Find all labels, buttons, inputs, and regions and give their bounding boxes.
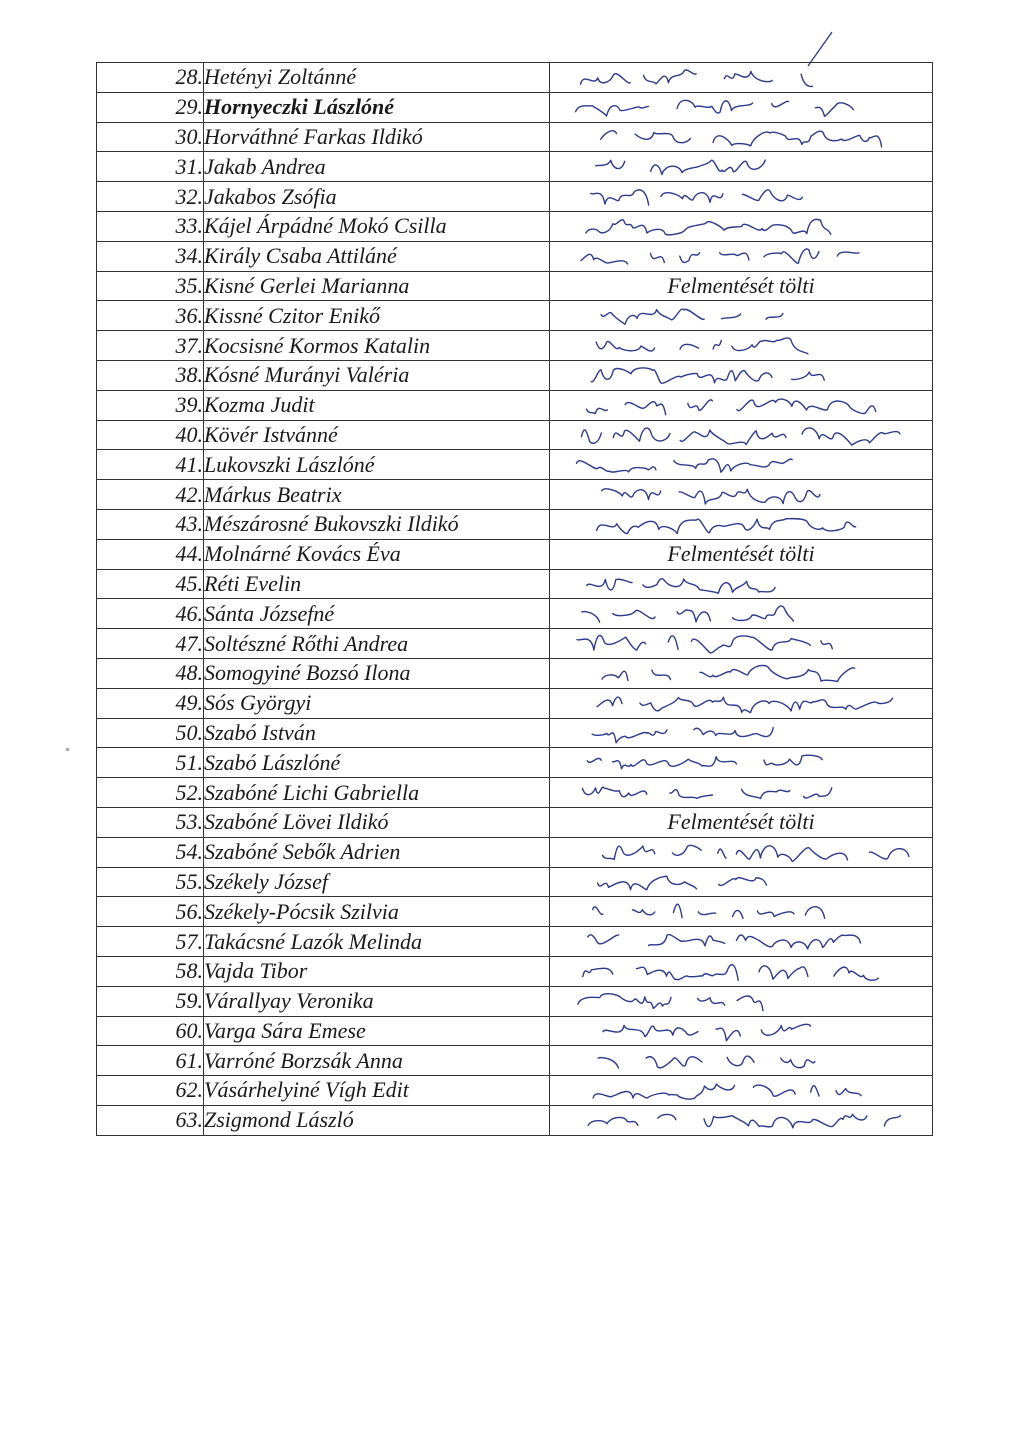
table-row bbox=[97, 539, 933, 569]
person-name: Kájel Árpádné Mokó Csilla bbox=[204, 211, 550, 241]
row-number: 37. bbox=[97, 331, 204, 361]
signature-cell bbox=[550, 897, 933, 927]
row-number: 28. bbox=[97, 63, 204, 93]
table-row bbox=[97, 390, 933, 420]
table-row bbox=[97, 718, 933, 748]
person-name: Mészárosné Bukovszki Ildikó bbox=[204, 509, 550, 539]
handwritten-signature bbox=[554, 152, 929, 181]
table-row bbox=[97, 629, 933, 659]
signature-cell bbox=[550, 390, 933, 420]
row-number: 59. bbox=[97, 986, 204, 1016]
signature-cell bbox=[550, 420, 933, 450]
person-name: Kósné Murányi Valéria bbox=[204, 360, 550, 390]
signature-cell bbox=[550, 1016, 933, 1046]
table-row bbox=[97, 927, 933, 957]
row-number: 52. bbox=[97, 778, 204, 808]
table-row bbox=[97, 63, 933, 93]
handwritten-signature bbox=[554, 480, 929, 509]
handwritten-signature bbox=[554, 748, 929, 777]
signature-cell bbox=[550, 182, 933, 212]
signature-cell bbox=[550, 629, 933, 659]
handwritten-signature bbox=[554, 182, 929, 211]
signature-cell bbox=[550, 658, 933, 688]
person-name: Vásárhelyiné Vígh Edit bbox=[204, 1076, 550, 1106]
person-name: Márkus Beatrix bbox=[204, 480, 550, 510]
row-number: 34. bbox=[97, 241, 204, 271]
handwritten-signature bbox=[554, 629, 929, 658]
signature-cell bbox=[550, 688, 933, 718]
person-name: Szabó István bbox=[204, 718, 550, 748]
handwritten-signature bbox=[554, 331, 929, 360]
table-row bbox=[97, 241, 933, 271]
row-number: 57. bbox=[97, 927, 204, 957]
table-row bbox=[97, 152, 933, 182]
row-number: 38. bbox=[97, 360, 204, 390]
table-row bbox=[97, 509, 933, 539]
person-name: Takácsné Lazók Melinda bbox=[204, 927, 550, 957]
handwritten-signature bbox=[554, 987, 929, 1016]
signature-roster-table bbox=[96, 62, 933, 1136]
exempt-note: Felmentését tölti bbox=[667, 272, 815, 298]
signature-cell bbox=[550, 718, 933, 748]
person-name: Hornyeczki Lászlóné bbox=[204, 92, 550, 122]
table-row bbox=[97, 599, 933, 629]
handwritten-signature bbox=[554, 242, 929, 271]
row-number: 46. bbox=[97, 599, 204, 629]
row-number: 32. bbox=[97, 182, 204, 212]
signature-cell bbox=[550, 539, 933, 569]
row-number: 60. bbox=[97, 1016, 204, 1046]
signature-cell bbox=[550, 122, 933, 152]
table-row bbox=[97, 1016, 933, 1046]
table-row bbox=[97, 1105, 933, 1135]
row-number: 45. bbox=[97, 569, 204, 599]
table-row bbox=[97, 211, 933, 241]
person-name: Szabóné Lövei Ildikó bbox=[204, 807, 550, 837]
exempt-note: Felmentését tölti bbox=[667, 809, 815, 835]
handwritten-signature bbox=[554, 599, 929, 628]
table-row bbox=[97, 271, 933, 301]
signature-cell bbox=[550, 986, 933, 1016]
row-number: 41. bbox=[97, 450, 204, 480]
table-row bbox=[97, 986, 933, 1016]
table-row bbox=[97, 778, 933, 808]
row-number: 39. bbox=[97, 390, 204, 420]
row-number: 35. bbox=[97, 271, 204, 301]
table-row bbox=[97, 450, 933, 480]
row-number: 61. bbox=[97, 1046, 204, 1076]
table-row bbox=[97, 867, 933, 897]
table-row bbox=[97, 956, 933, 986]
table-row bbox=[97, 1076, 933, 1106]
table-row bbox=[97, 748, 933, 778]
signature-cell bbox=[550, 1046, 933, 1076]
person-name: Jakabos Zsófia bbox=[204, 182, 550, 212]
person-name: Hetényi Zoltánné bbox=[204, 63, 550, 93]
row-number: 30. bbox=[97, 122, 204, 152]
person-name: Sós Györgyi bbox=[204, 688, 550, 718]
table-row bbox=[97, 360, 933, 390]
row-number: 44. bbox=[97, 539, 204, 569]
handwritten-signature bbox=[554, 212, 929, 241]
signature-cell bbox=[550, 867, 933, 897]
signature-cell bbox=[550, 450, 933, 480]
exempt-note: Felmentését tölti bbox=[667, 541, 815, 567]
handwritten-signature bbox=[554, 421, 929, 450]
person-name: Várallyay Veronika bbox=[204, 986, 550, 1016]
row-number: 29. bbox=[97, 92, 204, 122]
handwritten-signature bbox=[554, 778, 929, 807]
signature-cell bbox=[550, 956, 933, 986]
row-number: 49. bbox=[97, 688, 204, 718]
table-row bbox=[97, 569, 933, 599]
person-name: Kocsisné Kormos Katalin bbox=[204, 331, 550, 361]
roster-body bbox=[97, 63, 933, 1136]
person-name: Sánta Józsefné bbox=[204, 599, 550, 629]
signature-cell bbox=[550, 509, 933, 539]
signature-cell bbox=[550, 1076, 933, 1106]
person-name: Székely-Pócsik Szilvia bbox=[204, 897, 550, 927]
row-number: 43. bbox=[97, 509, 204, 539]
person-name: Kozma Judit bbox=[204, 390, 550, 420]
handwritten-signature bbox=[554, 957, 929, 986]
row-number: 62. bbox=[97, 1076, 204, 1106]
handwritten-signature bbox=[554, 719, 929, 748]
row-number: 51. bbox=[97, 748, 204, 778]
person-name: Varróné Borzsák Anna bbox=[204, 1046, 550, 1076]
row-number: 54. bbox=[97, 837, 204, 867]
scan-speck bbox=[66, 748, 69, 751]
signature-cell bbox=[550, 569, 933, 599]
person-name: Szabóné Lichi Gabriella bbox=[204, 778, 550, 808]
row-number: 50. bbox=[97, 718, 204, 748]
person-name: Horváthné Farkas Ildikó bbox=[204, 122, 550, 152]
handwritten-signature bbox=[554, 868, 929, 897]
table-row bbox=[97, 688, 933, 718]
table-row bbox=[97, 122, 933, 152]
person-name: Soltészné Rőthi Andrea bbox=[204, 629, 550, 659]
handwritten-signature bbox=[554, 93, 929, 122]
signature-cell bbox=[550, 360, 933, 390]
table-row bbox=[97, 897, 933, 927]
handwritten-signature bbox=[554, 301, 929, 330]
row-number: 63. bbox=[97, 1105, 204, 1135]
handwritten-signature bbox=[554, 510, 929, 539]
person-name: Jakab Andrea bbox=[204, 152, 550, 182]
signature-cell bbox=[550, 241, 933, 271]
table-row bbox=[97, 92, 933, 122]
row-number: 56. bbox=[97, 897, 204, 927]
handwritten-signature bbox=[554, 1076, 929, 1105]
person-name: Kövér Istvánné bbox=[204, 420, 550, 450]
signature-cell bbox=[550, 301, 933, 331]
handwritten-signature bbox=[554, 63, 929, 92]
signature-cell bbox=[550, 480, 933, 510]
person-name: Kisné Gerlei Marianna bbox=[204, 271, 550, 301]
person-name: Zsigmond László bbox=[204, 1105, 550, 1135]
signature-cell bbox=[550, 92, 933, 122]
handwritten-signature bbox=[554, 1106, 929, 1135]
handwritten-signature bbox=[554, 1046, 929, 1075]
signature-cell bbox=[550, 271, 933, 301]
handwritten-signature bbox=[554, 897, 929, 926]
person-name: Lukovszki Lászlóné bbox=[204, 450, 550, 480]
row-number: 47. bbox=[97, 629, 204, 659]
person-name: Molnárné Kovács Éva bbox=[204, 539, 550, 569]
table-row bbox=[97, 807, 933, 837]
handwritten-signature bbox=[554, 1017, 929, 1046]
row-number: 48. bbox=[97, 658, 204, 688]
table-row bbox=[97, 837, 933, 867]
person-name: Király Csaba Attiláné bbox=[204, 241, 550, 271]
row-number: 33. bbox=[97, 211, 204, 241]
person-name: Kissné Czitor Enikő bbox=[204, 301, 550, 331]
table-row bbox=[97, 480, 933, 510]
person-name: Szabó Lászlóné bbox=[204, 748, 550, 778]
person-name: Varga Sára Emese bbox=[204, 1016, 550, 1046]
person-name: Vajda Tibor bbox=[204, 956, 550, 986]
signature-cell bbox=[550, 152, 933, 182]
person-name: Somogyiné Bozsó Ilona bbox=[204, 658, 550, 688]
handwritten-signature bbox=[554, 123, 929, 152]
handwritten-signature bbox=[554, 659, 929, 688]
person-name: Szabóné Sebők Adrien bbox=[204, 837, 550, 867]
person-name: Székely József bbox=[204, 867, 550, 897]
row-number: 55. bbox=[97, 867, 204, 897]
row-number: 53. bbox=[97, 807, 204, 837]
table-row bbox=[97, 658, 933, 688]
handwritten-signature bbox=[554, 927, 929, 956]
signature-cell bbox=[550, 927, 933, 957]
row-number: 40. bbox=[97, 420, 204, 450]
person-name: Réti Evelin bbox=[204, 569, 550, 599]
table-row bbox=[97, 331, 933, 361]
table-row bbox=[97, 1046, 933, 1076]
signature-cell bbox=[550, 599, 933, 629]
handwritten-signature bbox=[554, 570, 929, 599]
handwritten-signature bbox=[554, 391, 929, 420]
row-number: 58. bbox=[97, 956, 204, 986]
row-number: 31. bbox=[97, 152, 204, 182]
handwritten-signature bbox=[554, 361, 929, 390]
signature-cell bbox=[550, 211, 933, 241]
signature-cell bbox=[550, 837, 933, 867]
signature-cell bbox=[550, 331, 933, 361]
signature-cell bbox=[550, 778, 933, 808]
table-row bbox=[97, 182, 933, 212]
table-row bbox=[97, 420, 933, 450]
table-row bbox=[97, 301, 933, 331]
signature-cell bbox=[550, 748, 933, 778]
handwritten-signature bbox=[554, 838, 929, 867]
row-number: 42. bbox=[97, 480, 204, 510]
signature-cell bbox=[550, 63, 933, 93]
handwritten-signature bbox=[554, 450, 929, 479]
signature-cell bbox=[550, 807, 933, 837]
handwritten-signature bbox=[554, 689, 929, 718]
row-number: 36. bbox=[97, 301, 204, 331]
signature-cell bbox=[550, 1105, 933, 1135]
